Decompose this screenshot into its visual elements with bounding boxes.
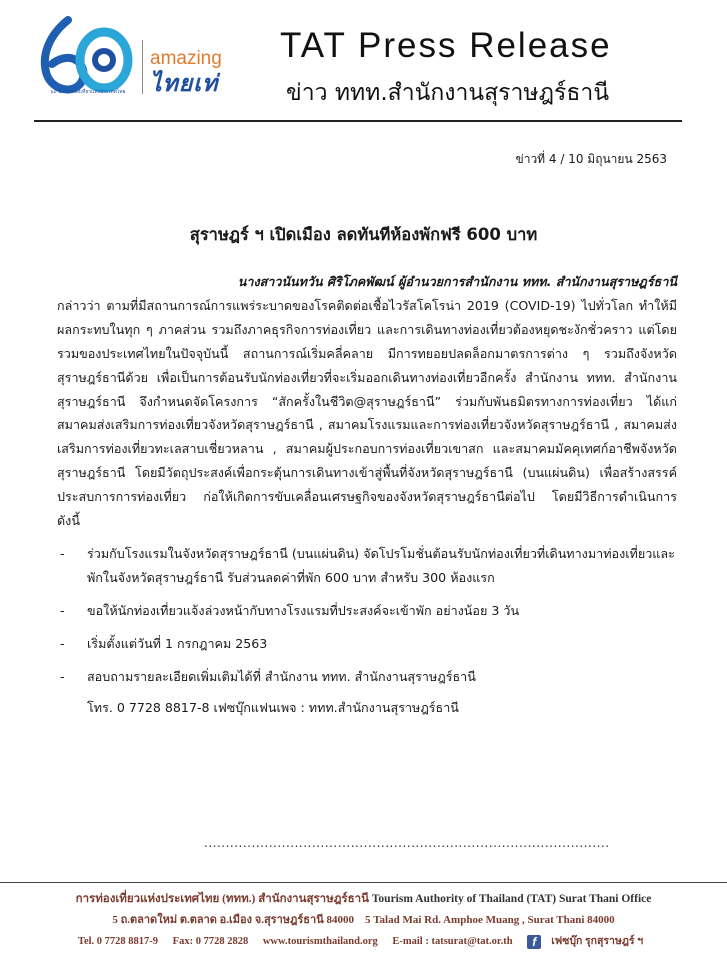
footer-facebook[interactable] (527, 936, 649, 947)
list-item: - ร่วมกับโรงแรมในจังหวัดสุราษฎร์ธานี (บนแผ่นดิน) จัดโปรโมชั่นต้อนรับนักท่องเที่ยวที่เดินทางมาท่องเที่ยวและพักในจังหวัดสุราษฎร์ธานี รับส่วนลดค่าที่พัก 600 บาท สำหรับ 300 ห้องแรก (60, 545, 675, 585)
footer-org-english: Tourism Authority of Thailand (TAT) Surat Thani Office (371, 893, 652, 905)
footer-address (0, 910, 727, 930)
list-item-text: ร่วมกับโรงแรมในจังหวัดสุราษฎร์ธานี (บนแผ่นดิน) จัดโปรโมชั่นต้อนรับนักท่องเที่ยวที่เดินทางมาท่องเที่ยวและพักในจังหวัดสุราษฎร์ธานี รับส่วนลดค่าที่พัก 600 บาท สำหรับ 300 ห้องแรก (87, 545, 675, 585)
footer-org-thai: การท่องเที่ยวแห่งประเทศไทย (ททท.) สำนักงานสุราษฎร์ธานี (75, 893, 369, 905)
facebook-icon: f (527, 935, 541, 949)
footer-facebook-label: เฟซบุ๊ก รุกสุราษฎร์ ฯ (551, 936, 644, 947)
footer-rule (0, 882, 727, 883)
headline: สุราษฎร์ ฯ เปิดเมือง ลดทันทีห้องพักฟรี 600 บาท (189, 225, 538, 244)
footer-website-link[interactable]: www.tourismthailand.org (262, 936, 378, 947)
list-item-text: ขอให้นักท่องเที่ยวแจ้งล่วงหน้ากับทางโรงแรมที่ประสงค์จะเข้าพัก อย่างน้อย 3 วัน (87, 602, 520, 618)
logo-caption: ๖๐ ปี การท่องเที่ยวแห่งประเทศไทย (50, 89, 126, 95)
procedure-list (57, 542, 677, 689)
list-item: - เริ่มตั้งแต่วันที่ 1 กรกฎาคม 2563 (60, 635, 268, 651)
director-name: นางสาวนันทวัน ศิริโภคพัฒน์ ผู้อำนวยการสำนักงาน ททท. สำนักงานสุราษฎร์ธานี (237, 274, 677, 289)
footer-email-link[interactable]: E-mail : tatsurat@tat.or.th (392, 936, 513, 947)
footer (0, 888, 727, 954)
amazing-thailand-logo-icon: ไทยเท่ (150, 71, 219, 97)
footer-address-english: 5 Talad Mai Rd. Amphoe Muang , Surat Thani 84000 (364, 914, 615, 926)
footer-contacts (0, 930, 727, 954)
article-body (57, 270, 677, 719)
logo-divider (142, 40, 143, 94)
contact-line: โทร. 0 7728 8817-8 เฟซบุ๊กแฟนเพจ : ททท.สำนักงานสุราษฎร์ธานี (87, 699, 459, 715)
lead-line (57, 270, 677, 294)
press-release-title: TAT Press Release (280, 26, 612, 65)
amazing-text: amazing (150, 48, 222, 69)
news-number-date: ข่าวที่ 4 / 10 มิถุนายน 2563 (515, 152, 667, 166)
letterhead (0, 0, 727, 120)
footer-tel: Tel. 0 7728 8817-9 (77, 936, 159, 947)
list-item: - สอบถามรายละเอียดเพิ่มเติมได้ที่ สำนักงาน ททท. สำนักงานสุราษฎร์ธานี (60, 668, 476, 684)
header-rule (34, 120, 682, 122)
end-divider: .............................................................................................. (204, 836, 610, 850)
list-item: - ขอให้นักท่องเที่ยวแจ้งล่วงหน้ากับทางโรงแรมที่ประสงค์จะเข้าพัก อย่างน้อย 3 วัน (60, 602, 520, 618)
footer-address-thai: 5 ถ.ตลาดใหม่ ต.ตลาด อ.เมือง จ.สุราษฎร์ธานี 84000 (112, 914, 354, 926)
main-paragraph: กล่าวว่า ตามที่มีสถานการณ์การแพร่ระบาดของโรคติดต่อเชื้อไวรัสโคโรน่า 2019 (COVID-19) ไปทั่วโลก ทำให้มีผลกระทบในทุก ๆ ภาคส่วน รวมถึงภาคธุรกิจการท่องเที่ยว และการเดินทางท่องเที่ยวต้องหยุดชะงักชั่วคราว แต่โดยรวมของประเทศไทยในปัจจุบันนี้ สถานการณ์เริ่มคลี่คลาย มีการทยอยปลดล็อกมาตรการต่าง ๆ รวมถึงจังหวัดสุราษฎร์ธานีด้วย เพื่อเป็นการต้อนรับนักท่องเที่ยวที่จะเริ่มออกเดินทางท่องเที่ยวอีกครั้ง สำนักงาน ททท. สำนักงานสุราษฎร์ธานี จึงกำหนดจัดโครงการ “สักครั้งในชีวิต@สุราษฎร์ธานี” ร่วมกับพันธมิตรทางการท่องเที่ยว ได้แก่ สมาคมส่งเสริมการท่องเที่ยวจังหวัดสุราษฎร์ธานี , สมาคมโรงแรมและการท่องเที่ยวจังหวัดสุราษฎร์ธานี , สมาคมส่งเสริมการท่องเที่ยวทะเลสาบเชี่ยวหลาน , สมาคมผู้ประกอบการท่องเที่ยวเขาสก และสมาคมมัคคุเทศก์อาชีพจังหวัดสุราษฎร์ธานี โดยมีวัตถุประสงค์เพื่อกระตุ้นการเดินทางเข้าสู่พื้นที่จังหวัดสุราษฎร์ธานี (บนแผ่นดิน) เพื่อสร้างสรรค์ประสบการการท่องเที่ยว ก่อให้เกิดการขับเคลื่อนเศรษฐกิจของจังหวัดสุราษฎร์ธานีต่อไป โดยมีวิธีการดำเนินการ ดังนี้ (57, 297, 677, 529)
footer-organization (0, 888, 727, 910)
list-item-text: เริ่มตั้งแต่วันที่ 1 กรกฎาคม 2563 (87, 635, 268, 651)
list-item-text: สอบถามรายละเอียดเพิ่มเติมได้ที่ สำนักงาน ททท. สำนักงานสุราษฎร์ธานี (87, 668, 476, 684)
press-release-subtitle: ข่าว ททท.สำนักงานสุราษฎร์ธานี (286, 80, 610, 106)
footer-fax: Fax: 0 7728 2828 (172, 936, 249, 947)
